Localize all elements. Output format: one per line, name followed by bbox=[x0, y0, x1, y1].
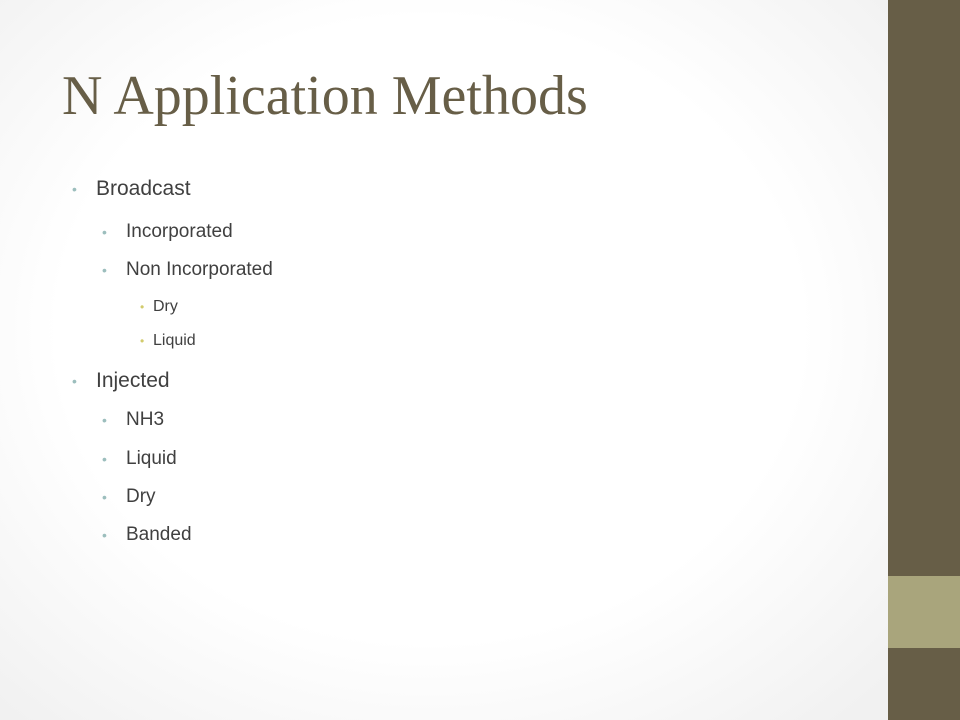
bullet-text: Dry bbox=[153, 298, 178, 315]
bullet-text: Banded bbox=[126, 524, 192, 545]
bullet-text: NH3 bbox=[126, 409, 165, 430]
bullet-item-dry-injected bbox=[102, 485, 156, 509]
bullet-item-broadcast bbox=[72, 177, 191, 201]
bullet-dot-icon: • bbox=[102, 412, 107, 428]
bullet-dot-icon: • bbox=[102, 262, 107, 278]
bullet-dot-icon: • bbox=[140, 300, 145, 314]
bullet-item-incorporated bbox=[102, 220, 233, 244]
bullet-dot-icon: • bbox=[102, 451, 107, 467]
bullet-item-nh3 bbox=[102, 408, 165, 432]
bullet-text: Broadcast bbox=[96, 177, 191, 200]
bullet-item-banded bbox=[102, 523, 192, 547]
bullet-item-dry bbox=[140, 297, 178, 317]
bullet-item-non-incorporated bbox=[102, 258, 273, 282]
bullet-dot-icon: • bbox=[102, 224, 107, 240]
bullet-text: Liquid bbox=[153, 332, 196, 349]
bullet-text: Non Incorporated bbox=[126, 259, 273, 280]
bullet-text: Dry bbox=[126, 486, 156, 507]
sidebar-accent-block bbox=[888, 576, 960, 648]
bullet-dot-icon: • bbox=[102, 489, 107, 505]
bullet-dot-icon: • bbox=[102, 527, 107, 543]
bullet-text: Incorporated bbox=[126, 221, 233, 242]
bullet-dot-icon: • bbox=[72, 373, 77, 389]
bullet-item-injected bbox=[72, 369, 170, 393]
slide-title: N Application Methods bbox=[62, 65, 588, 127]
bullet-text: Liquid bbox=[126, 448, 177, 469]
bullet-text: Injected bbox=[96, 369, 170, 392]
bullet-item-liquid-injected bbox=[102, 447, 177, 471]
bullet-item-liquid bbox=[140, 331, 196, 351]
bullet-dot-icon: • bbox=[72, 181, 77, 197]
bullet-dot-icon: • bbox=[140, 334, 145, 348]
